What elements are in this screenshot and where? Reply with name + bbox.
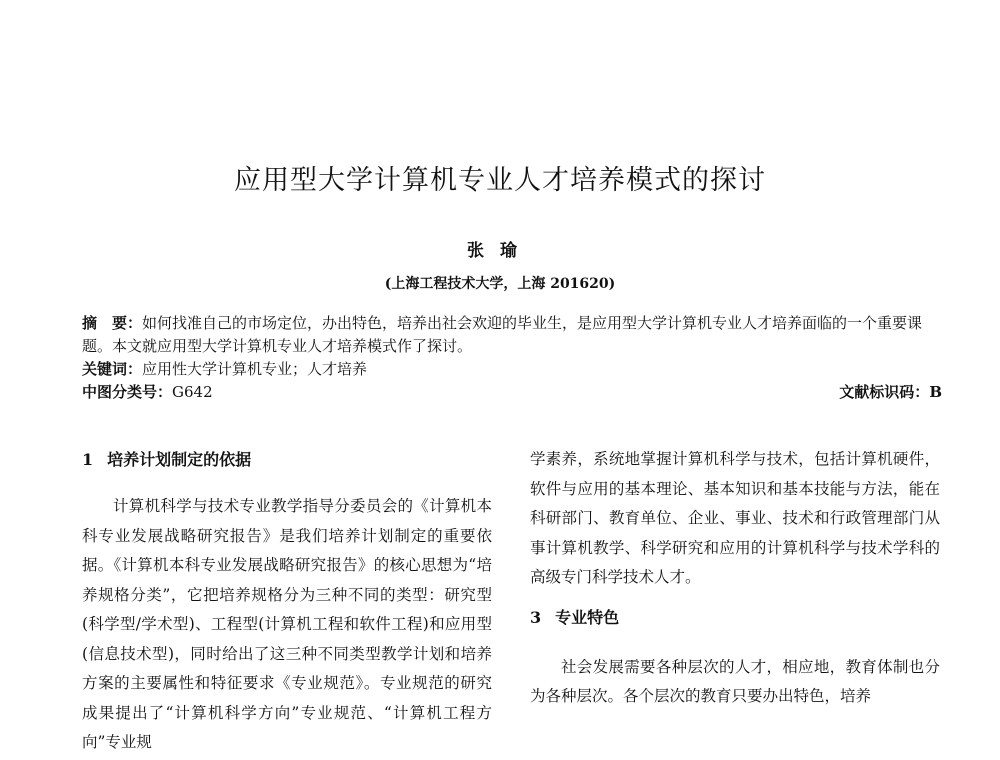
keywords xyxy=(82,358,942,381)
right-column xyxy=(530,445,940,712)
section-2-continued-paragraph: 学素养，系统地掌握计算机科学与技术，包括计算机硬件，软件与应用的基本理论、基本知识和基本技能与方法，能在科研部门、教育单位、企业、事业、技术和行政管理部门从事计算机教学、科学研究和应用的计算机科学与技术学科的高级专门科学技术人才。 xyxy=(530,450,940,586)
abstract-block xyxy=(82,312,942,404)
doc-code-value: B xyxy=(929,383,942,401)
section-1-paragraph: 计算机科学与技术专业教学指导分委员会的《计算机本科专业发展战略研究报告》是我们培养计划制定的重要依据。《计算机本科专业发展战略研究报告》的核心思想为“培养规格分类”，它把培养规格分为三种不同的类型：研究型(科学型/学术型)、工程型(计算机工程和软件工程)和应用型(信息技术型)，同时给出了这三种不同类型教学计划和培养方案的主要属性和特征要求《专业规范》。专业规范的研究成果提出了“计算机科学方向”专业规范、“计算机工程方向”专业规 xyxy=(82,497,492,751)
section-1-title: 培养计划制定的依据 xyxy=(107,450,252,469)
paper-title: 应用型大学计算机专业人才培养模式的探讨 xyxy=(234,165,766,196)
clc-label: 中图分类号： xyxy=(82,383,173,401)
doc-code-label: 文献标识码： xyxy=(839,383,930,401)
abstract-text: 如何找准自己的市场定位，办出特色，培养出社会欢迎的毕业生，是应用型大学计算机专业人才培养面临的一个重要课题。本文就应用型大学计算机专业人才培养模式作了探讨。 xyxy=(82,314,923,355)
left-column xyxy=(82,445,492,758)
section-1-heading xyxy=(82,445,492,475)
clc-value: G642 xyxy=(172,383,213,401)
section-1-number: 1 xyxy=(82,450,94,469)
keywords-text: 应用性大学计算机专业；人才培养 xyxy=(142,360,368,378)
document-code xyxy=(839,381,942,404)
clc-number xyxy=(82,381,213,404)
author-name: 张瑜 xyxy=(467,241,533,261)
keywords-label: 关键词： xyxy=(82,360,143,378)
section-3-title: 专业特色 xyxy=(555,607,620,627)
section-3-heading xyxy=(530,603,940,633)
author-affiliation: (上海工程技术大学，上海 201620) xyxy=(384,276,616,292)
abstract-label: 摘 要： xyxy=(82,314,143,332)
section-3-paragraph: 社会发展需要各种层次的人才，相应地，教育体制也分为各种层次。各个层次的教育只要办出特色，培养 xyxy=(530,657,940,705)
section-3-number: 3 xyxy=(530,607,542,627)
classification-row xyxy=(82,381,942,404)
abstract xyxy=(82,312,942,358)
